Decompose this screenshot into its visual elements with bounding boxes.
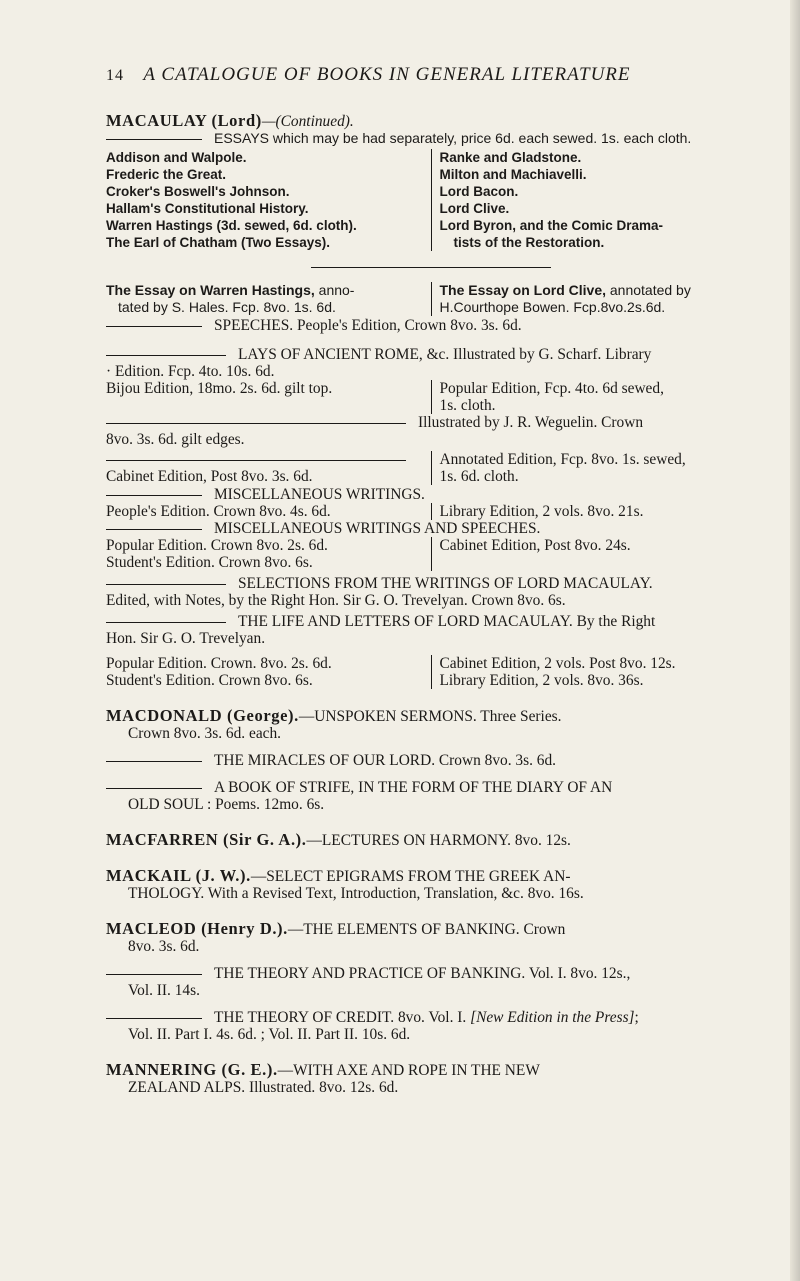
divider bbox=[311, 267, 551, 268]
title-line: —LECTURES ON HARMONY. 8vo. 12s. bbox=[306, 832, 571, 849]
author-name: MANNERING (G. E.). bbox=[106, 1060, 278, 1079]
edition-line: People's Edition. Crown 8vo. 4s. 6d. bbox=[106, 503, 331, 520]
essay-item: Frederic the Great. bbox=[106, 167, 227, 182]
title-line: THE THEORY AND PRACTICE OF BANKING. Vol. I. 8vo. 12s., bbox=[214, 965, 631, 982]
title-line: 8vo. 3s. 6d. bbox=[128, 938, 200, 955]
essay-item: Milton and Machiavelli. bbox=[439, 167, 587, 182]
misc-speeches-heading: MISCELLANEOUS WRITINGS AND SPEECHES. bbox=[214, 520, 541, 537]
page-title: A CATALOGUE OF BOOKS IN GENERAL LITERATURE bbox=[143, 64, 631, 85]
misc-speeches-editions bbox=[106, 537, 756, 571]
selections-text: Edited, with Notes, by the Right Hon. Sir G. O. Trevelyan. Crown 8vo. 6s. bbox=[106, 592, 566, 609]
edition-line: Bijou Edition, 18mo. 2s. 6d. gilt top. bbox=[106, 380, 333, 397]
speeches-line: SPEECHES. People's Edition, Crown 8vo. 3s. 6d. bbox=[214, 317, 522, 334]
life-text: Hon. Sir G. O. Trevelyan. bbox=[106, 630, 266, 647]
lays-line: · Edition. Fcp. 4to. 10s. 6d. bbox=[106, 363, 275, 380]
title-line: ZEALAND ALPS. Illustrated. 8vo. 12s. 6d. bbox=[128, 1079, 399, 1096]
essays-list bbox=[106, 149, 756, 251]
title-line: OLD SOUL : Poems. 12mo. 6s. bbox=[128, 796, 325, 813]
selections-heading: SELECTIONS FROM THE WRITINGS OF LORD MACAULAY. bbox=[238, 575, 653, 592]
essay-item: Lord Bacon. bbox=[439, 184, 519, 199]
annotated-text: H.Courthope Bowen. Fcp.8vo.2s.6d. bbox=[439, 299, 666, 315]
edition-line: Library Edition, 2 vols. 8vo. 21s. bbox=[439, 503, 644, 520]
title-line: THE MIRACLES OF OUR LORD. Crown 8vo. 3s. 6d. bbox=[214, 752, 557, 769]
press-note: [New Edition in the Press] bbox=[470, 1009, 635, 1026]
entry-mannering bbox=[106, 1061, 756, 1096]
title-line: THOLOGY. With a Revised Text, Introduction, Translation, &c. 8vo. 16s. bbox=[128, 885, 584, 902]
misc-heading: MISCELLANEOUS WRITINGS. bbox=[214, 486, 425, 503]
annotated-text: tated by S. Hales. Fcp. 8vo. 1s. 6d. bbox=[118, 299, 336, 315]
edition-line: Cabinet Edition, Post 8vo. 3s. 6d. bbox=[106, 468, 313, 485]
title-line: THE THEORY OF CREDIT. 8vo. Vol. I. bbox=[214, 1009, 471, 1026]
essay-item: Hallam's Constitutional History. bbox=[106, 201, 309, 216]
author-name: MACKAIL (J. W.). bbox=[106, 866, 251, 885]
title-line: Vol. II. Part I. 4s. 6d. ; Vol. II. Part II. 10s. 6d. bbox=[128, 1026, 411, 1043]
edition-line: Popular Edition. Crown 8vo. 2s. 6d. bbox=[106, 537, 328, 554]
author-name: MACDONALD (George). bbox=[106, 706, 299, 725]
essay-item: Ranke and Gladstone. bbox=[439, 150, 582, 165]
misc-editions bbox=[106, 503, 756, 520]
essay-item: The Earl of Chatham (Two Essays). bbox=[106, 235, 331, 250]
entry-macleod bbox=[106, 920, 756, 1043]
author-name: MACFARREN (Sir G. A.). bbox=[106, 830, 307, 849]
edition-line: Popular Edition, Fcp. 4to. 6d sewed, bbox=[439, 380, 664, 397]
life-heading: THE LIFE AND LETTERS OF LORD MACAULAY. By the Right bbox=[238, 613, 656, 630]
edition-line: Student's Edition. Crown 8vo. 6s. bbox=[106, 554, 313, 571]
edition-line: 8vo. 3s. 6d. gilt edges. bbox=[106, 431, 245, 448]
author-name: MACAULAY (Lord) bbox=[106, 111, 262, 130]
continued-note: —(Continued). bbox=[261, 113, 354, 130]
essay-item: tists of the Restoration. bbox=[453, 235, 605, 250]
catalogue-content bbox=[106, 112, 756, 1096]
author-name: MACLEOD (Henry D.). bbox=[106, 919, 288, 938]
edition-line: Illustrated by J. R. Weguelin. Crown bbox=[418, 414, 644, 431]
edition-line: Cabinet Edition, 2 vols. Post 8vo. 12s. bbox=[439, 655, 676, 672]
title-line: —THE ELEMENTS OF BANKING. Crown bbox=[287, 921, 566, 938]
annotated-title: The Essay on Lord Clive, bbox=[439, 282, 606, 298]
edition-line: Cabinet Edition, Post 8vo. 24s. bbox=[439, 537, 631, 554]
title-line: Vol. II. 14s. bbox=[128, 982, 200, 999]
lays-line: LAYS OF ANCIENT ROME, &c. Illustrated by G. Scharf. Library bbox=[238, 346, 652, 363]
life-editions bbox=[106, 655, 756, 689]
lays-editions-2 bbox=[106, 451, 756, 485]
essay-item: Lord Byron, and the Comic Drama- bbox=[439, 218, 664, 233]
title-line: —WITH AXE AND ROPE IN THE NEW bbox=[277, 1062, 540, 1079]
entry-mackail bbox=[106, 867, 756, 902]
edition-line: Annotated Edition, Fcp. 8vo. 1s. sewed, bbox=[439, 451, 686, 468]
essays-line: ESSAYS which may be had separately, price 6d. each sewed. 1s. each cloth. bbox=[214, 130, 692, 146]
edition-line: 1s. 6d. cloth. bbox=[439, 468, 519, 485]
title-line: A BOOK OF STRIFE, IN THE FORM OF THE DIARY OF AN bbox=[214, 779, 613, 796]
page-number: 14 bbox=[106, 67, 124, 84]
lays-editions bbox=[106, 380, 756, 414]
entry-macdonald bbox=[106, 707, 756, 813]
essay-item: Addison and Walpole. bbox=[106, 150, 247, 165]
edition-line: Library Edition, 2 vols. 8vo. 36s. bbox=[439, 672, 644, 689]
annotated-essays bbox=[106, 282, 756, 316]
entry-macfarren bbox=[106, 831, 756, 849]
entry-macaulay bbox=[106, 112, 756, 689]
title-line: Crown 8vo. 3s. 6d. each. bbox=[128, 725, 282, 742]
annotated-text: annotated by bbox=[606, 282, 691, 298]
page-header bbox=[106, 64, 770, 86]
edition-line: 1s. cloth. bbox=[439, 397, 496, 414]
essay-item: Warren Hastings (3d. sewed, 6d. cloth). bbox=[106, 218, 357, 233]
annotated-title: The Essay on Warren Hastings, bbox=[106, 282, 315, 298]
title-line: —SELECT EPIGRAMS FROM THE GREEK AN- bbox=[250, 868, 571, 885]
essay-item: Croker's Boswell's Johnson. bbox=[106, 184, 290, 199]
essay-item: Lord Clive. bbox=[439, 201, 510, 216]
page-edge bbox=[790, 0, 800, 1281]
punctuation: ; bbox=[634, 1009, 639, 1026]
annotated-text: anno- bbox=[314, 282, 355, 298]
edition-line: Student's Edition. Crown 8vo. 6s. bbox=[106, 672, 313, 689]
edition-line: Popular Edition. Crown. 8vo. 2s. 6d. bbox=[106, 655, 332, 672]
title-line: —UNSPOKEN SERMONS. Three Series. bbox=[298, 708, 562, 725]
